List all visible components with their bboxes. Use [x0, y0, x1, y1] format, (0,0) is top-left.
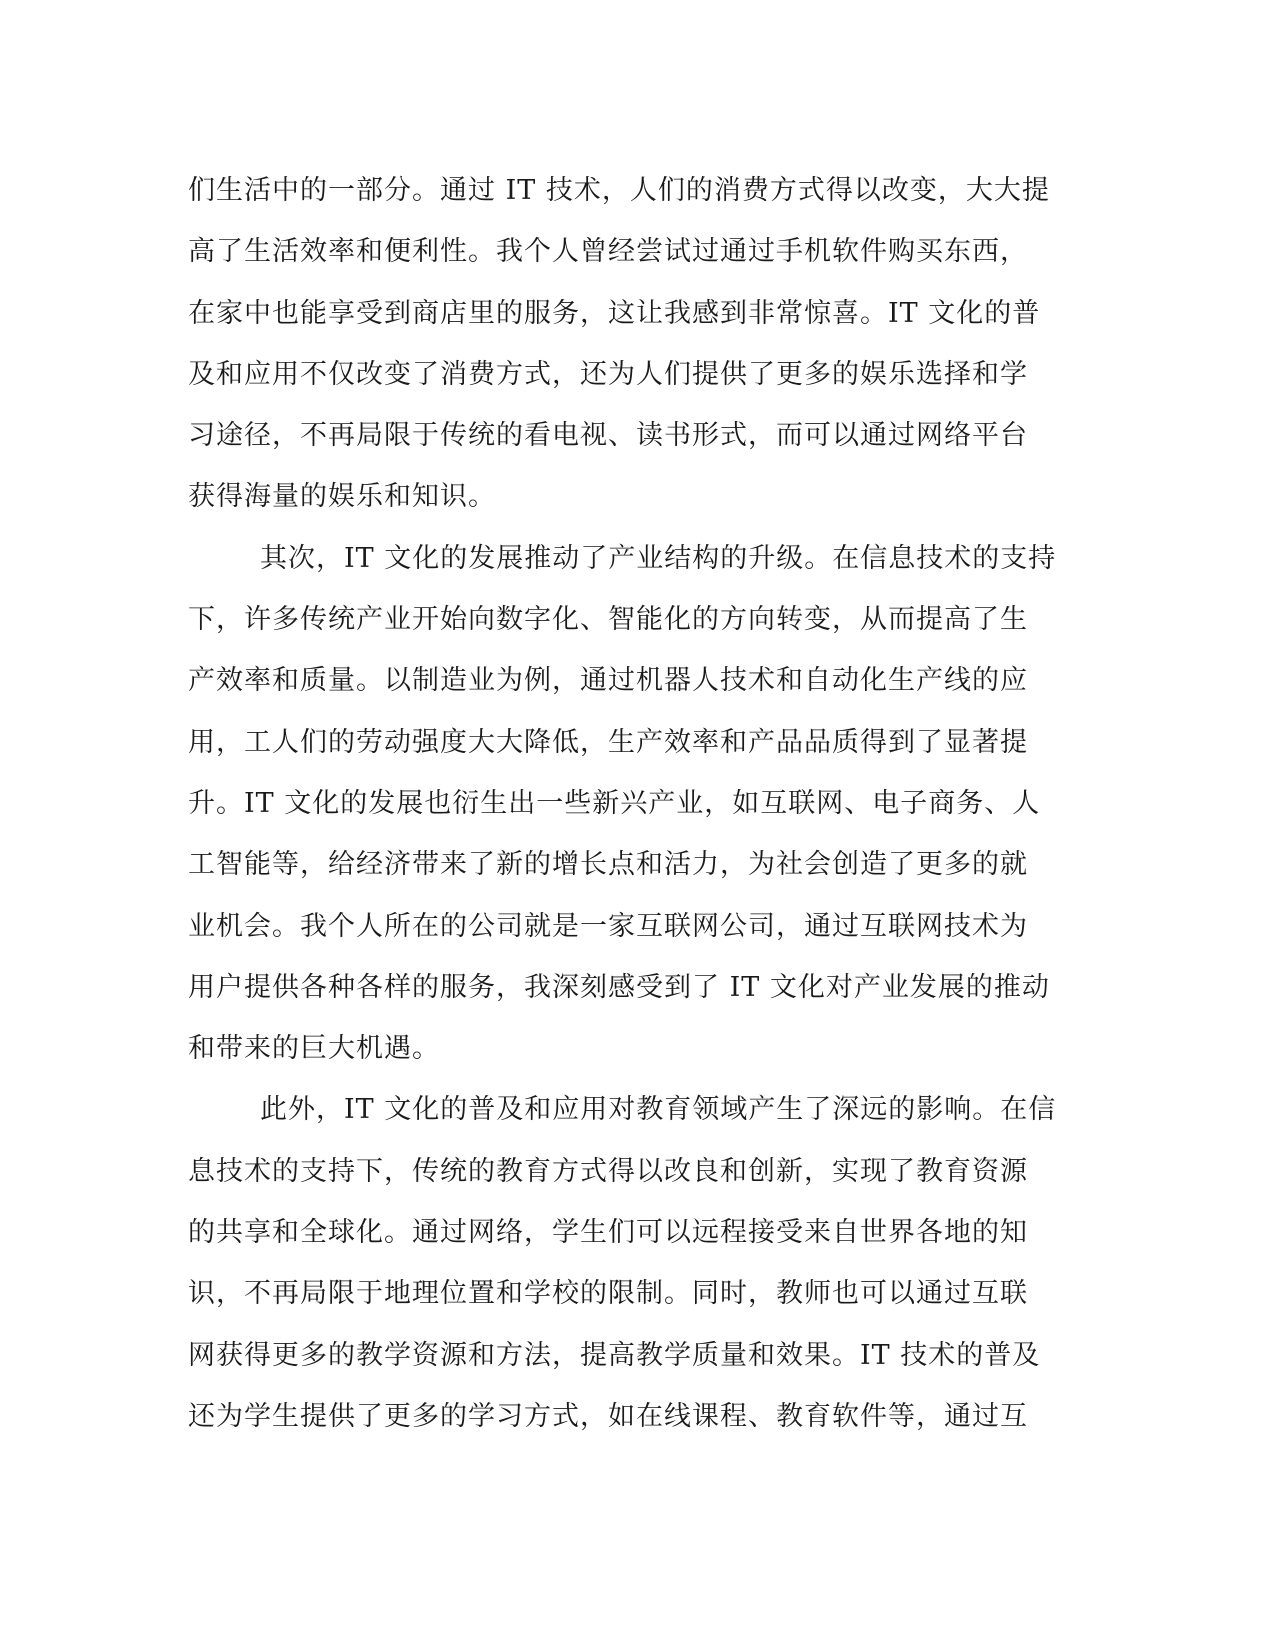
- text-line: 工智能等，给经济带来了新的增长点和活力，为社会创造了更多的就: [188, 849, 1028, 881]
- text-line-indented: 其次，IT 文化的发展推动了产业结构的升级。在信息技术的支持: [260, 542, 1057, 574]
- text-line: 息技术的支持下，传统的教育方式得以改良和创新，实现了教育资源: [188, 1155, 1028, 1187]
- text-line: 用户提供各种各样的服务，我深刻感受到了 IT 文化对产业发展的推动: [188, 971, 1050, 1003]
- text-line: 在家中也能享受到商店里的服务，这让我感到非常惊喜。IT 文化的普: [188, 297, 1041, 329]
- paragraph-2: [188, 528, 1088, 1080]
- paragraph-3: [188, 1079, 1088, 1447]
- body-text: [188, 160, 1088, 1447]
- text-line: 用，工人们的劳动强度大大降低，生产效率和产品品质得到了显著提: [188, 726, 1028, 758]
- text-line: 下，许多传统产业开始向数字化、智能化的方向转变，从而提高了生: [188, 604, 1028, 636]
- text-line: 识，不再局限于地理位置和学校的限制。同时，教师也可以通过互联: [188, 1278, 1028, 1310]
- text-line: 的共享和全球化。通过网络，学生们可以远程接受来自世界各地的知: [188, 1217, 1028, 1249]
- text-line: 习途径，不再局限于传统的看电视、读书形式，而可以通过网络平台: [188, 420, 1028, 452]
- text-line: 产效率和质量。以制造业为例，通过机器人技术和自动化生产线的应: [188, 665, 1028, 697]
- text-line: 高了生活效率和便利性。我个人曾经尝试过通过手机软件购买东西，: [188, 236, 1028, 268]
- text-line: 升。IT 文化的发展也衍生出一些新兴产业，如互联网、电子商务、人: [188, 787, 1041, 819]
- text-line: 们生活中的一部分。通过 IT 技术，人们的消费方式得以改变，大大提: [188, 175, 1050, 206]
- text-line: 还为学生提供了更多的学习方式，如在线课程、教育软件等，通过互: [188, 1400, 1028, 1432]
- text-line-indented: 此外，IT 文化的普及和应用对教育领域产生了深远的影响。在信: [260, 1094, 1057, 1126]
- text-line: 获得海量的娱乐和知识。: [188, 481, 496, 513]
- text-line: 业机会。我个人所在的公司就是一家互联网公司，通过互联网技术为: [188, 910, 1028, 942]
- text-line: 及和应用不仅改变了消费方式，还为人们提供了更多的娱乐选择和学: [188, 358, 1028, 390]
- text-line: 和带来的巨大机遇。: [188, 1033, 440, 1065]
- text-line: 网获得更多的教学资源和方法，提高教学质量和效果。IT 技术的普及: [188, 1339, 1041, 1371]
- paragraph-1: [188, 160, 1088, 528]
